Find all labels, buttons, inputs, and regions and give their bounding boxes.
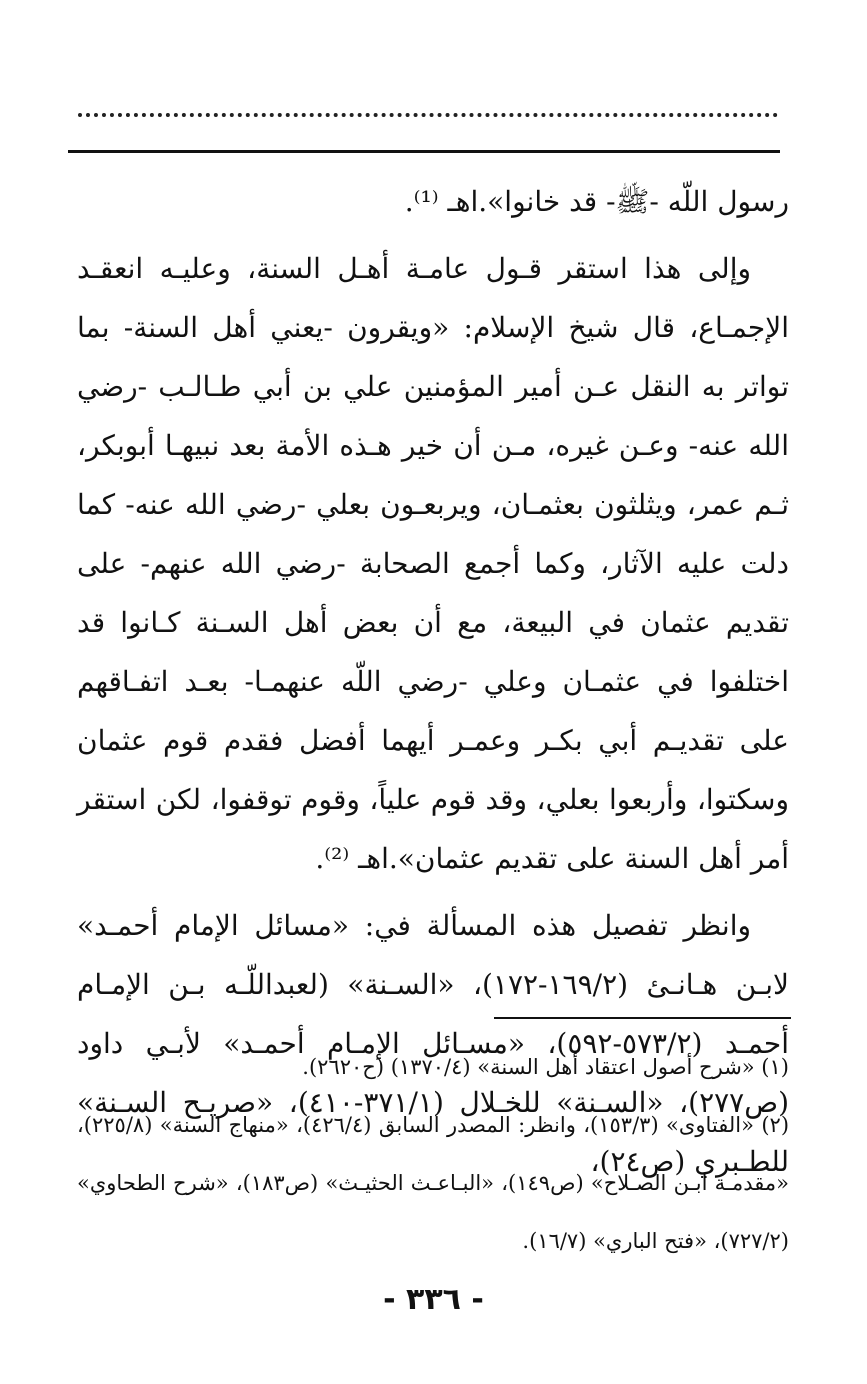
- footnote-1: (١) «شرح أصول اعتقاد أهل السنة» (١٣٧٠/٤) (ح٢٦٢٠).: [302, 1055, 789, 1079]
- dotted-separator: [78, 113, 778, 117]
- paragraph-continuation: رسول اللّه -ﷺ- قد خانوا».اهـ ⁽¹⁾.: [404, 185, 789, 218]
- page-number: - ٣٣٦ -: [383, 1282, 484, 1317]
- footnotes: [77, 1038, 789, 1270]
- paragraph-consensus: وإلى هذا استقر قـول عامـة أهـل السنة، وعليـه انعقـد الإجمـاع، قال شيخ الإسلام: «ويقرون -يعني أهل السنة- بما تواتر به النقل عـن أمير المؤمنين علي بن أبي طـالـب -رضي الله عنه- وعـن غيره، مـن أن خير هـذه الأمة بعد نبيهـا أبوبكر، ثـم عمر، ويثلثون بعثمـان، ويربعـون بعلي -رضي الله عنه- كما دلت عليه الآثار، وكما أجمع الصحابة -رضي الله عنهم- على تقديم عثمان في البيعة، مع أن بعض أهل السـنة كـانوا قد اختلفوا في عثمـان وعلي -رضي اللّه عنهمـا- بعـد اتفـاقهم على تقديـم أبي بكـر وعمـر أيهما أفضل فقدم قوم عثمان وسكتوا، وأربعوا بعلي، وقد قوم علياً، وقوم توقفوا، لكن استقر أمر أهل السنة على تقديم عثمان».اهـ ⁽²⁾.: [77, 252, 789, 875]
- footnote-2: (٢) «الفتاوى» (١٥٣/٣)، وانظر: المصدر السابق (٤٢٦/٤)، «منهاج السنة» (٢٢٥/٨)، «مقدمـة ابـن الصـلاح» (ص١٤٩)، «البـاعـث الحثيـث» (ص١٨٣)، «شرح الطحاوي» (٧٢٧/٢)، «فتح الباري» (١٦/٧).: [77, 1113, 790, 1253]
- paragraph-references: وانظر تفصيل هذه المسألة في: «مسائل الإمام أحمـد» لابـن هـانـئ (١٦٩/٢-١٧٢)، «السـنة» (لعبداللّـه بـن الإمـام أحمـد (٥٧٣/٢-٥٩٢)، «مسـائل الإمـام أحمـد» لأبـي داود (ص٢٧٧)، «السـنة» للخـلال (٣٧١/١-٤١٠)، «صريـح السـنة» للطـبري (ص٢٤)،: [77, 909, 790, 1178]
- footnote-separator: [494, 1017, 791, 1019]
- header-rule: [68, 150, 780, 153]
